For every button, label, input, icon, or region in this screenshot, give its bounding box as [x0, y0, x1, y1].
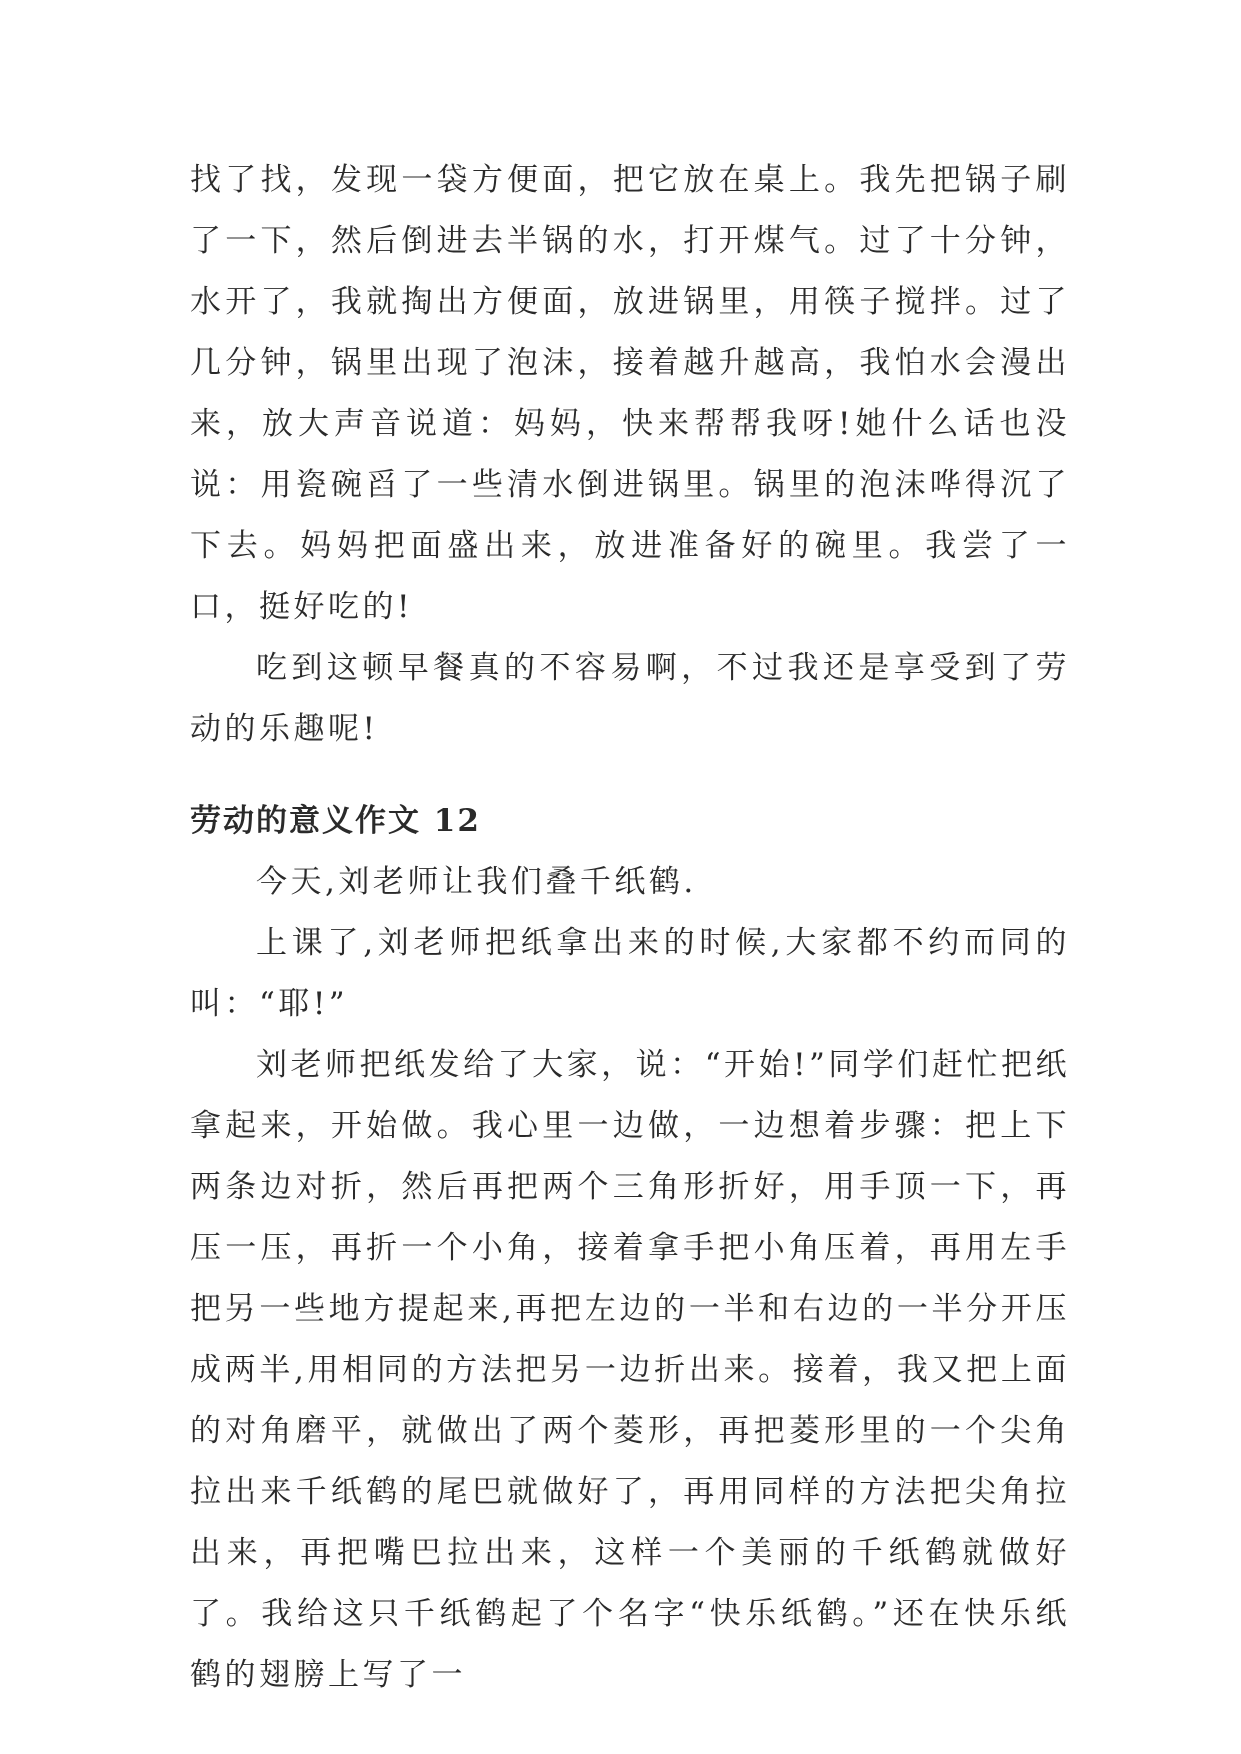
- document-body: [190, 150, 1070, 1706]
- paragraph-closing: 吃到这顿早餐真的不容易啊，不过我还是享受到了劳动的乐趣呢!: [190, 650, 1070, 747]
- essay-title: 劳动的意义作文 12: [190, 803, 481, 839]
- paragraph-3: 刘老师把纸发给了大家，说：“开始!”同学们赶忙把纸拿起来，开始做。我心里一边做，一边想着步骤：把上下两条边对折，然后再把两个三角形折好，用手顶一下，再压一压，再折一个小角，接着拿手把小角压着，再用左手把另一些地方提起来,再把左边的一半和右边的一半分开压成两半,用相同的方法把另一边折出来。接着，我又把上面的对角磨平，就做出了两个菱形，再把菱形里的一个尖角拉出来千纸鹤的尾巴就做好了，再用同样的方法把尖角拉出来，再把嘴巴拉出来，这样一个美丽的千纸鹤就做好了。我给这只千纸鹤起了个名字“快乐纸鹤。”还在快乐纸鹤的翅膀上写了一: [190, 1047, 1070, 1693]
- paragraph-2: 上课了,刘老师把纸拿出来的时候,大家都不约而同的叫：“耶!”: [190, 925, 1070, 1022]
- paragraph-1: 今天,刘老师让我们叠千纸鹤.: [256, 864, 697, 900]
- paragraph-continuation: 找了找，发现一袋方便面，把它放在桌上。我先把锅子刷了一下，然后倒进去半锅的水，打开煤气。过了十分钟，水开了，我就掏出方便面，放进锅里，用筷子搅拌。过了几分钟，锅里出现了泡沫，接着越升越高，我怕水会漫出来，放大声音说道：妈妈，快来帮帮我呀!她什么话也没说：用瓷碗舀了一些清水倒进锅里。锅里的泡沫哗得沉了下去。妈妈把面盛出来，放进准备好的碗里。我尝了一口，挺好吃的!: [190, 162, 1070, 625]
